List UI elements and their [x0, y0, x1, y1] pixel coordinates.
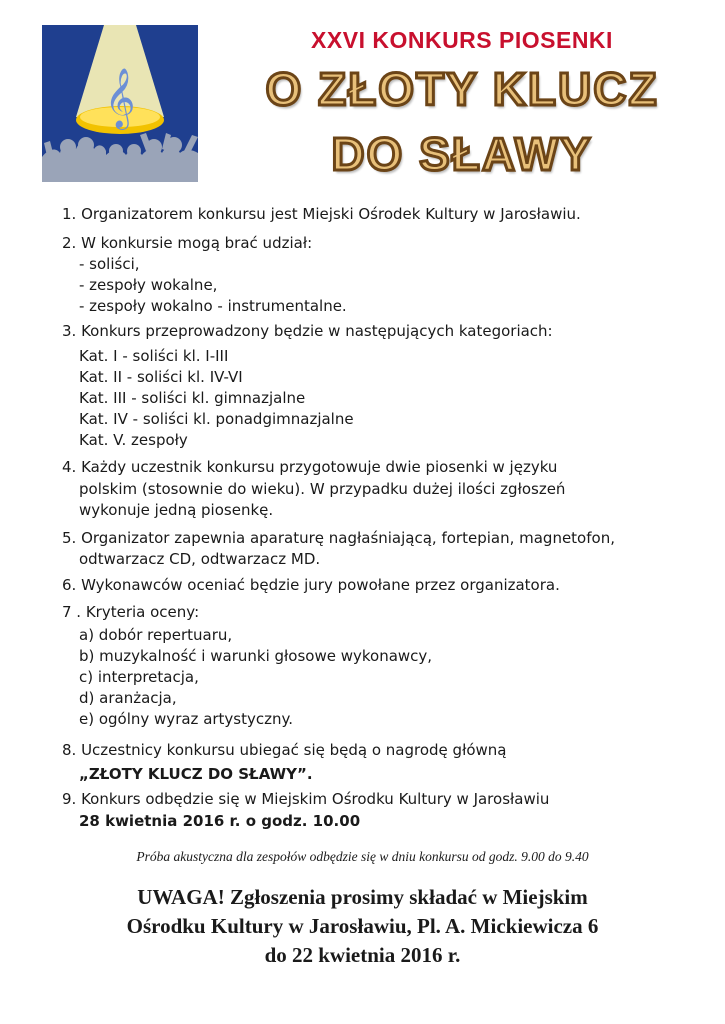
main-prize-name: „ZŁOTY KLUCZ DO SŁAWY”. — [79, 765, 313, 783]
rule-2-item: - zespoły wokalno - instrumentalne. — [79, 297, 347, 315]
criterion-item: a) dobór repertuaru, — [79, 626, 233, 644]
rule-5: 5. Organizator zapewnia aparaturę nagłaśniającą, fortepian, magnetofon, — [62, 529, 615, 547]
rule-2: 2. W konkursie mogą brać udział: — [62, 234, 313, 252]
rule-9: 9. Konkurs odbędzie się w Miejskim Ośrodku Kultury w Jarosławiu — [62, 790, 550, 808]
contest-date: 28 kwietnia 2016 r. o godz. 10.00 — [79, 812, 361, 830]
category-item: Kat. V. zespoły — [79, 431, 188, 449]
rule-2-item: - zespoły wokalne, — [79, 276, 218, 294]
svg-text:𝄞: 𝄞 — [104, 68, 136, 128]
notice-line-1: UWAGA! Zgłoszenia prosimy składać w Miejskim — [137, 885, 588, 909]
contest-title-line-1: O ZŁOTY KLUCZ — [265, 63, 659, 115]
rule-3: 3. Konkurs przeprowadzony będzie w następujących kategoriach: — [62, 322, 553, 340]
treble-clef-icon — [105, 68, 136, 130]
rule-2-item: - soliści, — [79, 255, 140, 273]
category-item: Kat. II - soliści kl. IV-VI — [79, 368, 243, 386]
submission-notice — [0, 883, 725, 970]
rule-5-continued: odtwarzacz CD, odtwarzacz MD. — [79, 550, 321, 568]
rule-8: 8. Uczestnicy konkursu ubiegać się będą o nagrodę główną — [62, 741, 507, 759]
category-item: Kat. I - soliści kl. I-III — [79, 347, 229, 365]
rule-1: 1. Organizatorem konkursu jest Miejski Ośrodek Kultury w Jarosławiu. — [62, 205, 581, 223]
rule-4: 4. Każdy uczestnik konkursu przygotowuje dwie piosenki w języku — [62, 458, 558, 476]
rule-6: 6. Wykonawców oceniać będzie jury powołane przez organizatora. — [62, 576, 560, 594]
category-item: Kat. III - soliści kl. gimnazjalne — [79, 389, 306, 407]
rule-4-continued: polskim (stosownie do wieku). W przypadku dużej ilości zgłoszeń — [79, 480, 566, 498]
category-item: Kat. IV - soliści kl. ponadgimnazjalne — [79, 410, 354, 428]
rehearsal-note: Próba akustyczna dla zespołów odbędzie się w dniu konkursu od godz. 9.00 do 9.40 — [136, 849, 589, 864]
notice-line-2: Ośrodku Kultury w Jarosławiu, Pl. A. Mickiewicza 6 — [126, 914, 599, 938]
notice-line-3: do 22 kwietnia 2016 r. — [264, 943, 461, 967]
criterion-item: e) ogólny wyraz artystyczny. — [79, 710, 294, 728]
rule-7: 7 . Kryteria oceny: — [62, 603, 200, 621]
contest-title-line-2: DO SŁAWY — [331, 128, 593, 180]
rule-4-continued: wykonuje jedną piosenkę. — [79, 501, 274, 519]
contest-supertitle: XXVI KONKURS PIOSENKI — [311, 27, 613, 53]
criterion-item: d) aranżacja, — [79, 689, 177, 707]
festival-logo — [42, 25, 198, 182]
criterion-item: c) interpretacja, — [79, 668, 199, 686]
criterion-item: b) muzykalność i warunki głosowe wykonawcy, — [79, 647, 433, 665]
